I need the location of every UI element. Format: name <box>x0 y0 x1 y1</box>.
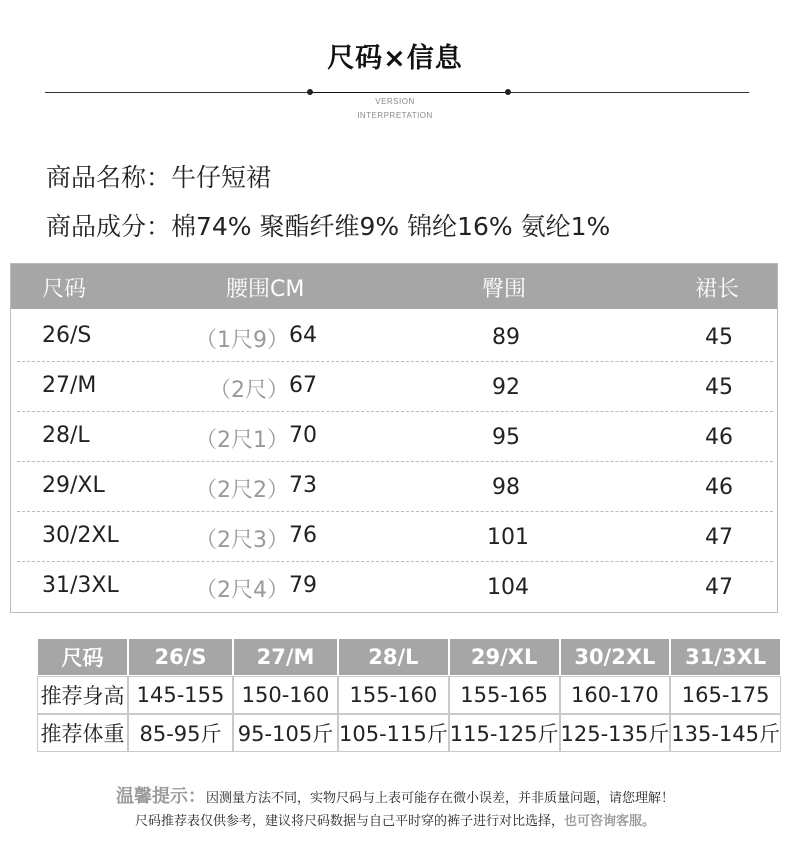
cell-hip: 92 <box>492 375 520 400</box>
rec-height: 160-170 <box>560 676 671 714</box>
rec-header-row <box>37 638 781 676</box>
rec-weight: 105-115斤 <box>338 714 449 752</box>
rec-size: 28/L <box>338 638 449 676</box>
rec-height: 150-160 <box>233 676 338 714</box>
table-row <box>11 511 777 561</box>
rec-weight: 125-135斤 <box>560 714 671 752</box>
cell-note: （2尺1） <box>195 428 289 453</box>
divider-dot-right <box>505 89 511 95</box>
rec-weight: 95-105斤 <box>233 714 338 752</box>
cell-waist: 79 <box>289 573 317 598</box>
rec-weight-row <box>37 714 781 752</box>
rec-weight: 135-145斤 <box>670 714 781 752</box>
table-row <box>11 311 777 361</box>
rec-weight: 115-125斤 <box>449 714 560 752</box>
cell-hip: 98 <box>492 475 520 500</box>
cell-note: （1尺9） <box>195 328 289 353</box>
product-material: 商品成分：棉74% 聚酯纤维9% 锦纶16% 氨纶1% <box>46 212 611 241</box>
page-title: 尺码×信息 <box>327 43 463 74</box>
cell-hip: 104 <box>487 575 529 600</box>
cell-waist: 70 <box>289 423 317 448</box>
cell-hip: 101 <box>487 525 529 550</box>
size-table <box>10 263 778 613</box>
cell-length: 46 <box>705 475 733 500</box>
cell-waist: 64 <box>289 323 317 348</box>
product-name: 商品名称：牛仔短裙 <box>46 163 272 192</box>
rec-height: 155-165 <box>449 676 560 714</box>
advice-contact: 也可咨询客服。 <box>564 814 656 829</box>
cell-length: 47 <box>705 575 733 600</box>
cell-note: （2尺2） <box>195 478 289 503</box>
rec-size: 26/S <box>128 638 233 676</box>
title-divider-right <box>508 92 749 93</box>
table-row <box>11 461 777 511</box>
header-length: 裙长 <box>695 277 740 302</box>
cell-length: 45 <box>705 375 733 400</box>
subtitle-interpretation: INTERPRETATION <box>357 111 433 120</box>
cell-size: 29/XL <box>42 473 105 498</box>
cell-note: （2尺3） <box>195 528 289 553</box>
rec-weight: 85-95斤 <box>128 714 233 752</box>
header-size: 尺码 <box>42 277 87 302</box>
cell-note: （2尺） <box>209 378 289 403</box>
recommendation-table <box>37 638 781 752</box>
tip-text: 因测量方法不同，实物尺码与上表可能存在微小误差，并非质量问题，请您理解！ <box>205 791 674 806</box>
rec-header-label: 尺码 <box>37 638 128 676</box>
cell-hip: 95 <box>492 425 520 450</box>
cell-waist: 76 <box>289 523 317 548</box>
header-waist: 腰围CM <box>226 277 305 302</box>
subtitle-version: VERSION <box>375 97 415 106</box>
rec-height: 165-175 <box>670 676 781 714</box>
rec-size: 27/M <box>233 638 338 676</box>
table-row <box>11 411 777 461</box>
header-hip: 臀围 <box>482 277 527 302</box>
table-row <box>11 561 777 611</box>
advice-line <box>0 810 790 829</box>
rec-height-row <box>37 676 781 714</box>
advice-text: 尺码推荐表仅供参考，建议将尺码数据与自己平时穿的裤子进行对比选择， <box>134 814 564 829</box>
title-divider-center <box>310 92 508 93</box>
cell-length: 45 <box>705 325 733 350</box>
cell-length: 47 <box>705 525 733 550</box>
cell-size: 30/2XL <box>42 523 119 548</box>
cell-waist: 73 <box>289 473 317 498</box>
rec-height: 155-160 <box>338 676 449 714</box>
cell-size: 27/M <box>42 373 97 398</box>
table-row <box>11 361 777 411</box>
cell-waist: 67 <box>289 373 317 398</box>
cell-size: 26/S <box>42 323 92 348</box>
cell-size: 31/3XL <box>42 573 119 598</box>
rec-height: 145-155 <box>128 676 233 714</box>
cell-hip: 89 <box>492 325 520 350</box>
divider-dot-left <box>307 89 313 95</box>
rec-size: 30/2XL <box>560 638 671 676</box>
tip-label: 温馨提示： <box>115 786 206 807</box>
rec-height-label: 推荐身高 <box>37 676 128 714</box>
cell-length: 46 <box>705 425 733 450</box>
cell-size: 28/L <box>42 423 90 448</box>
size-table-header <box>11 264 777 309</box>
title-divider-left <box>45 92 310 93</box>
rec-size: 31/3XL <box>670 638 781 676</box>
rec-size: 29/XL <box>449 638 560 676</box>
cell-note: （2尺4） <box>195 578 289 603</box>
tip-line <box>0 782 790 808</box>
rec-weight-label: 推荐体重 <box>37 714 128 752</box>
